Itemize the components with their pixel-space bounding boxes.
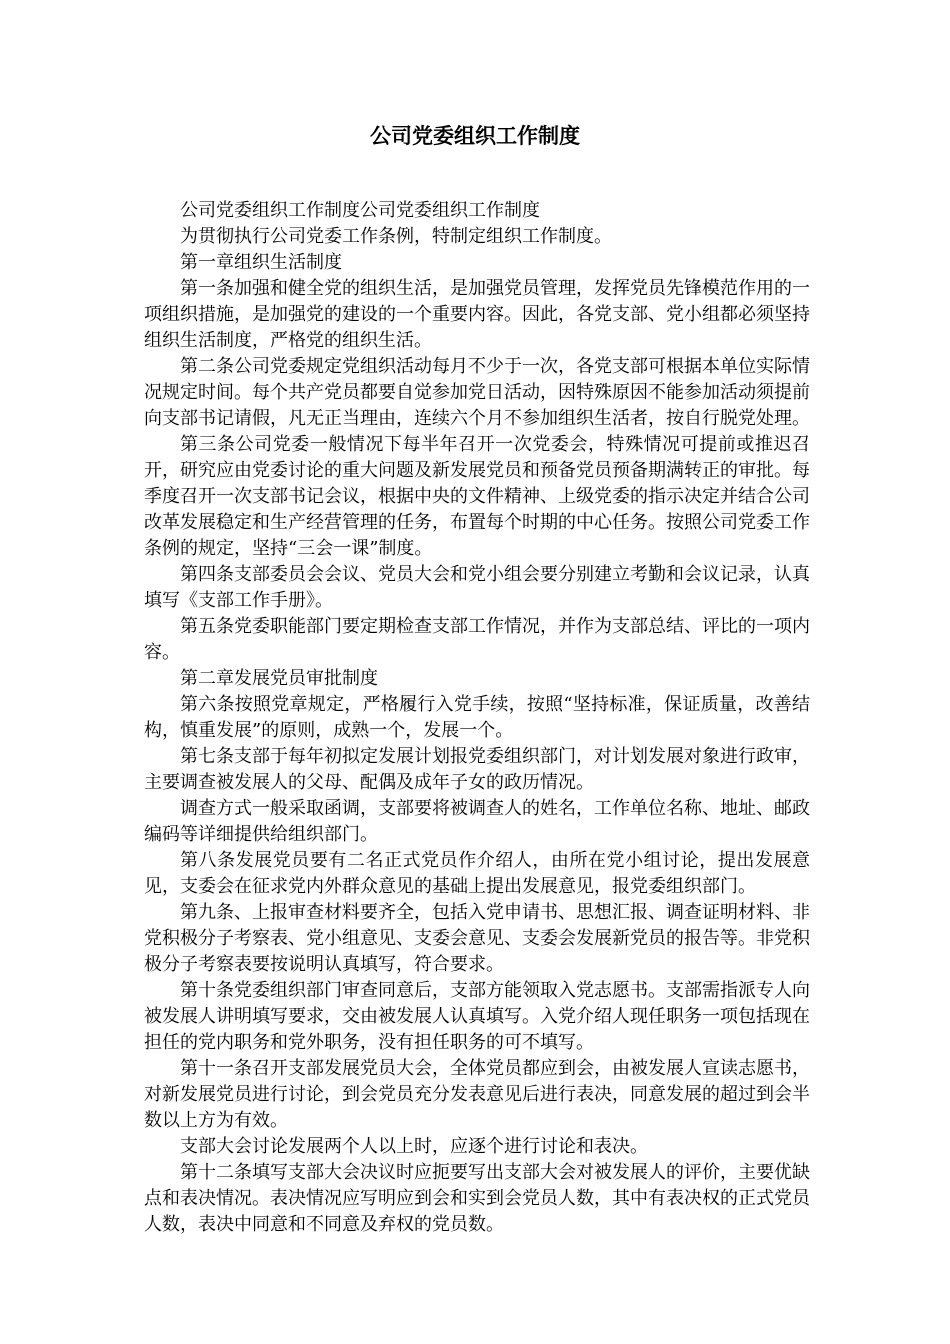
chapter-heading-2: 第二章发展党员审批制度 [180,668,378,689]
article-8: 第八条发展党员要有二名正式党员作介绍人，由所在党小组讨论，提出发展意见，支委会在征求党内外群众意见的基础上提出发展意见，报党委组织部门。 [144,850,810,897]
document-title: 公司党委组织工作制度 [370,124,580,148]
article-11: 第十一条召开支部发展党员大会，全体党员都应到会，由被发展人宣读志愿书，对新发展党员进行讨论，到会党员充分发表意见后进行表决，同意发展的超过到会半数以上方为有效。 [144,1058,810,1131]
chapter-heading-1: 第一章组织生活制度 [180,252,342,273]
article-7-note: 调查方式一般采取函调，支部要将被调查人的姓名，工作单位名称、地址、邮政编码等详细提供给组织部门。 [144,798,810,845]
paragraph-2: 为贯彻执行公司党委工作条例，特制定组织工作制度。 [180,226,612,247]
article-12: 第十二条填写支部大会决议时应扼要写出支部大会对被发展人的评价，主要优缺点和表决情况。表决情况应写明应到会和实到会党员人数，其中有表决权的正式党员人数，表决中同意和不同意及弃权的党员数。 [144,1162,810,1235]
article-1: 第一条加强和健全党的组织生活，是加强党员管理，发挥党员先锋模范作用的一项组织措施，是加强党的建设的一个重要内容。因此，各党支部、党小组都必须坚持组织生活制度，严格党的组织生活。 [144,278,810,351]
document-body [144,198,810,1238]
article-3: 第三条公司党委一般情况下每半年召开一次党委会，特殊情况可提前或推迟召开，研究应由党委讨论的重大问题及新发展党员和预备党员预备期满转正的审批。每季度召开一次支部书记会议，根据中央的文件精神、上级党委的指示决定并结合公司改革发展稳定和生产经营管理的任务，布置每个时期的中心任务。按照公司党委工作条例的规定，坚持“三会一课”制度。 [144,434,810,559]
paragraph-1: 公司党委组织工作制度公司党委组织工作制度 [180,200,540,221]
article-4: 第四条支部委员会会议、党员大会和党小组会要分别建立考勤和会议记录，认真填写《支部工作手册》。 [144,564,810,611]
article-2: 第二条公司党委规定党组织活动每月不少于一次，各党支部可根据本单位实际情况规定时间。每个共产党员都要自觉参加党日活动，因特殊原因不能参加活动须提前向支部书记请假，凡无正当理由，连续六个月不参加组织生活者，按自行脱党处理。 [144,356,810,429]
article-7: 第七条支部于每年初拟定发展计划报党委组织部门，对计划发展对象进行政审，主要调查被发展人的父母、配偶及成年子女的政历情况。 [144,746,810,793]
article-5: 第五条党委职能部门要定期检查支部工作情况，并作为支部总结、评比的一项内容。 [144,616,810,663]
article-11-note: 支部大会讨论发展两个人以上时，应逐个进行讨论和表决。 [180,1136,648,1157]
article-10: 第十条党委组织部门审查同意后，支部方能领取入党志愿书。支部需指派专人向被发展人讲明填写要求，交由被发展人认真填写。入党介绍人现任职务一项包括现在担任的党内职务和党外职务，没有担任职务的可不填写。 [144,980,810,1053]
article-6: 第六条按照党章规定，严格履行入党手续，按照“坚持标准，保证质量，改善结构，慎重发展”的原则，成熟一个，发展一个。 [144,694,810,741]
article-9: 第九条、上报审查材料要齐全，包括入党申请书、思想汇报、调查证明材料、非党积极分子考察表、党小组意见、支委会意见、支委会发展新党员的报告等。非党积极分子考察表要按说明认真填写，符合要求。 [144,902,810,975]
